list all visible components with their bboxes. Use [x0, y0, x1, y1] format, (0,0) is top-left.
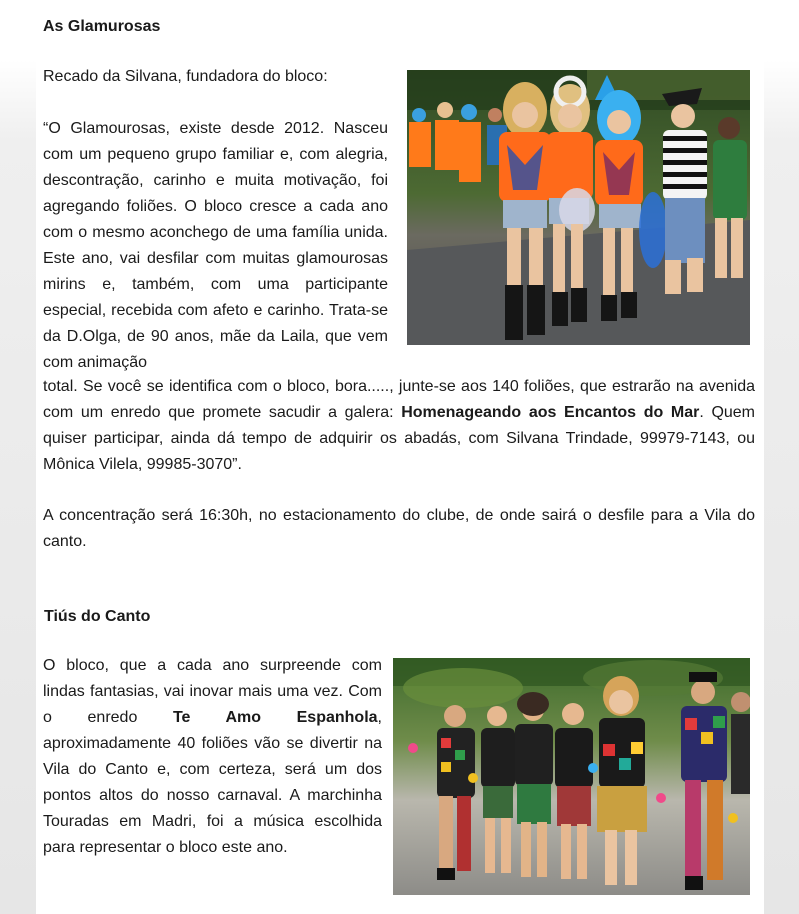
intro-text: Recado da Silvana, fundadora do bloco: [43, 68, 328, 85]
quote-text-a: total. Se você se identifica com o bloco, bora....., junte-se aos 140 foliões, que estrarão na avenida com um enredo que promete sacudir a galera: [43, 378, 755, 421]
section-title-glamurosas: As Glamurosas [43, 18, 161, 35]
tius-photo [393, 658, 750, 895]
tius-bold-theme: Te Amo Espanhola [172, 709, 378, 726]
quote-wrapped-text: “O Glamourosas, existe desde 2012. Nasceu com um pequeno grupo familiar e, com alegria, descontração, carinho e muita motivação, foi agregando foliões. O bloco cresce a cada ano com o mesmo aconchego de uma família unida. Este ano, vai desfilar com muitas glamourosas mirins e, também, com uma participante especial, recebida com afeto e carinho. Trata-se da D.Olga, de 90 anos, mãe da Laila, que vem com animação [43, 120, 388, 371]
quote-full-text [43, 374, 755, 478]
article-page [36, 0, 764, 914]
section-title-tius-do-canto: Tiús do Canto [44, 608, 151, 625]
quote-text-b: . Quem quiser participar, ainda dá tempo de adquirir os abadás, com Silvana Trindade, 99979-7143, ou Mônica Vilela, 99985-3070”. [43, 404, 756, 473]
quote-bold-theme: Homenageando aos Encantos do Mar [401, 404, 700, 421]
tius-photo-image [393, 658, 750, 895]
concentration-text: A concentração será 16:30h, no estacionamento do clube, de onde sairá o desfile para a Vila do canto. [43, 507, 755, 550]
tius-text-a: O bloco, que a cada ano surpreende com lindas fantasias, vai inovar mais uma vez. Com o enredo [43, 657, 382, 726]
glamurosas-photo-image [407, 70, 750, 345]
tius-text [43, 653, 382, 861]
tius-text-b: , aproximadamente 40 foliões vão se divertir na Vila do Canto e, com certeza, será um dos pontos altos do nosso carnaval. A marchinha Touradas em Madri, foi a música escolhida para representar o bloco este ano. [43, 709, 382, 856]
glamurosas-photo [407, 70, 750, 345]
